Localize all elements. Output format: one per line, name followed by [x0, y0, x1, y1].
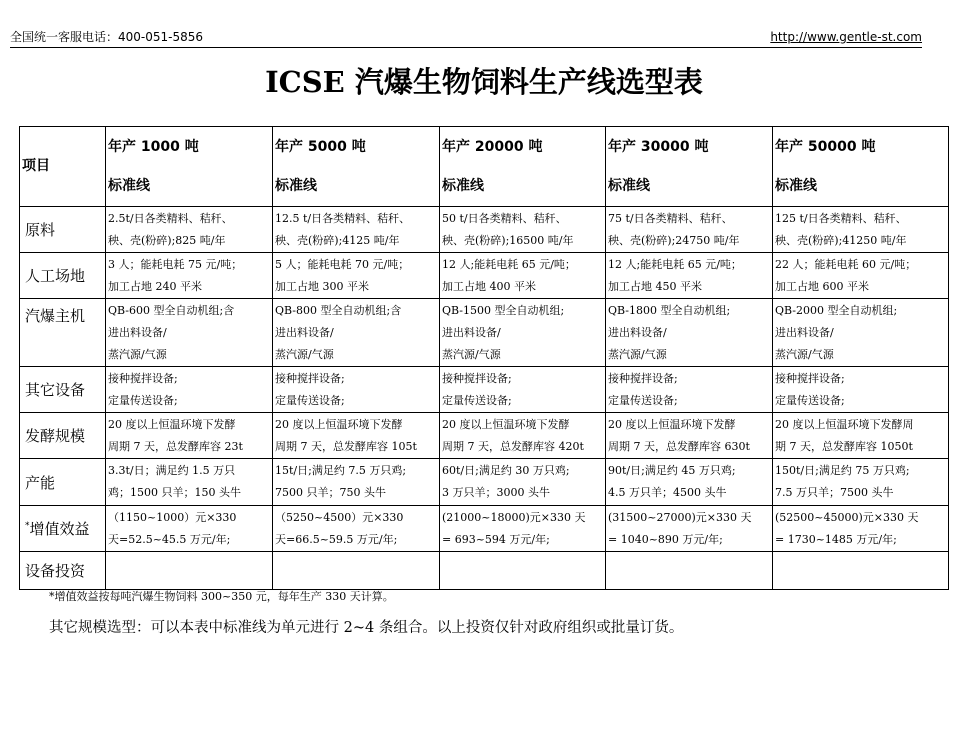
table-cell: 2.5t/日各类精料、秸秆、 秧、壳(粉碎);825 吨/年 — [106, 207, 273, 253]
table-cell — [106, 552, 273, 590]
page-header — [10, 29, 922, 48]
hotline-text: 全国统一客服电话：400-051-5856 — [10, 30, 204, 44]
table-cell: 12 人;能耗电耗 65 元/吨； 加工占地 400 平米 — [440, 253, 606, 299]
table-cell: QB-1800 型全自动机组; 进出料设备/ 蒸汽源/气源 — [606, 299, 773, 367]
footnote: *增值效益按每吨汽爆生物饲料 300~350 元，每年生产 330 天计算。 — [49, 590, 394, 603]
table-row-raw-material — [20, 207, 949, 253]
row-label: 产能 — [20, 459, 106, 506]
column-header: 年产 5000 吨 标准线 — [273, 127, 440, 207]
table-row-other-equipment — [20, 367, 949, 413]
table-cell: 125 t/日各类精料、秸秆、 秧、壳(粉碎);41250 吨/年 — [773, 207, 949, 253]
table-cell: 接种搅拌设备; 定量传送设备; — [440, 367, 606, 413]
column-header: 年产 30000 吨 标准线 — [606, 127, 773, 207]
table-cell: 接种搅拌设备; 定量传送设备; — [606, 367, 773, 413]
table-cell: 接种搅拌设备; 定量传送设备; — [273, 367, 440, 413]
table-cell: (21000~18000)元×330 天 = 693~594 万元/年; — [440, 506, 606, 552]
table-row-fermentation — [20, 413, 949, 459]
table-cell: 20 度以上恒温环境下发酵 周期 7 天，总发酵库容 23t — [106, 413, 273, 459]
table-cell: QB-2000 型全自动机组; 进出料设备/ 蒸汽源/气源 — [773, 299, 949, 367]
table-cell: 22 人；能耗电耗 60 元/吨； 加工占地 600 平米 — [773, 253, 949, 299]
page-title: ICSE 汽爆生物饲料生产线选型表 — [265, 65, 703, 99]
table-header-row — [20, 127, 949, 207]
table-row-added-value — [20, 506, 949, 552]
table-cell: 50 t/日各类精料、秸秆、 秧、壳(粉碎);16500 吨/年 — [440, 207, 606, 253]
table-cell: 5 人；能耗电耗 70 元/吨； 加工占地 300 平米 — [273, 253, 440, 299]
table-cell: 3.3t/日；满足约 1.5 万只 鸡；1500 只羊；150 头牛 — [106, 459, 273, 506]
table-cell: （1150~1000）元×330 天=52.5~45.5 万元/年; — [106, 506, 273, 552]
column-header: 年产 1000 吨 标准线 — [106, 127, 273, 207]
table-cell: 12.5 t/日各类精料、秸秆、 秧、壳(粉碎);4125 吨/年 — [273, 207, 440, 253]
table-cell: QB-1500 型全自动机组; 进出料设备/ 蒸汽源/气源 — [440, 299, 606, 367]
table-cell: 75 t/日各类精料、秸秆、 秧、壳(粉碎);24750 吨/年 — [606, 207, 773, 253]
table-cell: QB-600 型全自动机组;含 进出料设备/ 蒸汽源/气源 — [106, 299, 273, 367]
table-cell: 12 人;能耗电耗 65 元/吨； 加工占地 450 平米 — [606, 253, 773, 299]
table-cell: 20 度以上恒温环境下发酵 周期 7 天，总发酵库容 105t — [273, 413, 440, 459]
table-cell: 20 度以上恒温环境下发酵周 期 7 天，总发酵库容 1050t — [773, 413, 949, 459]
table-cell: 接种搅拌设备; 定量传送设备; — [773, 367, 949, 413]
row-label: 原料 — [20, 207, 106, 253]
footnote-marker: * — [25, 521, 30, 531]
table-cell: 150t/日;满足约 75 万只鸡; 7.5 万只羊；7500 头牛 — [773, 459, 949, 506]
table-cell: 60t/日;满足约 30 万只鸡; 3 万只羊；3000 头牛 — [440, 459, 606, 506]
column-header: 项目 — [20, 127, 106, 207]
table-cell — [273, 552, 440, 590]
table-cell: (52500~45000)元×330 天 = 1730~1485 万元/年; — [773, 506, 949, 552]
table-cell: 20 度以上恒温环境下发酵 周期 7 天，总发酵库容 630t — [606, 413, 773, 459]
table-cell — [773, 552, 949, 590]
table-row-main-unit — [20, 299, 949, 367]
table-cell: （5250~4500）元×330 天=66.5~59.5 万元/年; — [273, 506, 440, 552]
website-link[interactable]: http://www.gentle-st.com — [770, 30, 922, 44]
table-row-labor-site — [20, 253, 949, 299]
selection-note: 其它规模选型：可以本表中标准线为单元进行 2~4 条组合。以上投资仅针对政府组织或批量订货。 — [49, 620, 684, 636]
row-label: 发酵规模 — [20, 413, 106, 459]
table-cell: QB-800 型全自动机组;含 进出料设备/ 蒸汽源/气源 — [273, 299, 440, 367]
spec-table — [19, 126, 949, 590]
table-cell — [440, 552, 606, 590]
table-row-investment — [20, 552, 949, 590]
table-cell: 90t/日;满足约 45 万只鸡; 4.5 万只羊；4500 头牛 — [606, 459, 773, 506]
column-header: 年产 20000 吨 标准线 — [440, 127, 606, 207]
row-label: 其它设备 — [20, 367, 106, 413]
table-cell: 3 人；能耗电耗 75 元/吨； 加工占地 240 平米 — [106, 253, 273, 299]
row-label: 汽爆主机 — [20, 299, 106, 367]
table-cell: 15t/日;满足约 7.5 万只鸡; 7500 只羊；750 头牛 — [273, 459, 440, 506]
table-cell: (31500~27000)元×330 天 = 1040~890 万元/年; — [606, 506, 773, 552]
row-label: 人工场地 — [20, 253, 106, 299]
table-cell: 20 度以上恒温环境下发酵 周期 7 天，总发酵库容 420t — [440, 413, 606, 459]
column-header: 年产 50000 吨 标准线 — [773, 127, 949, 207]
row-label: 设备投资 — [20, 552, 106, 590]
table-cell — [606, 552, 773, 590]
table-cell: 接种搅拌设备; 定量传送设备; — [106, 367, 273, 413]
row-label: *增值效益 — [20, 506, 106, 552]
table-row-capacity — [20, 459, 949, 506]
